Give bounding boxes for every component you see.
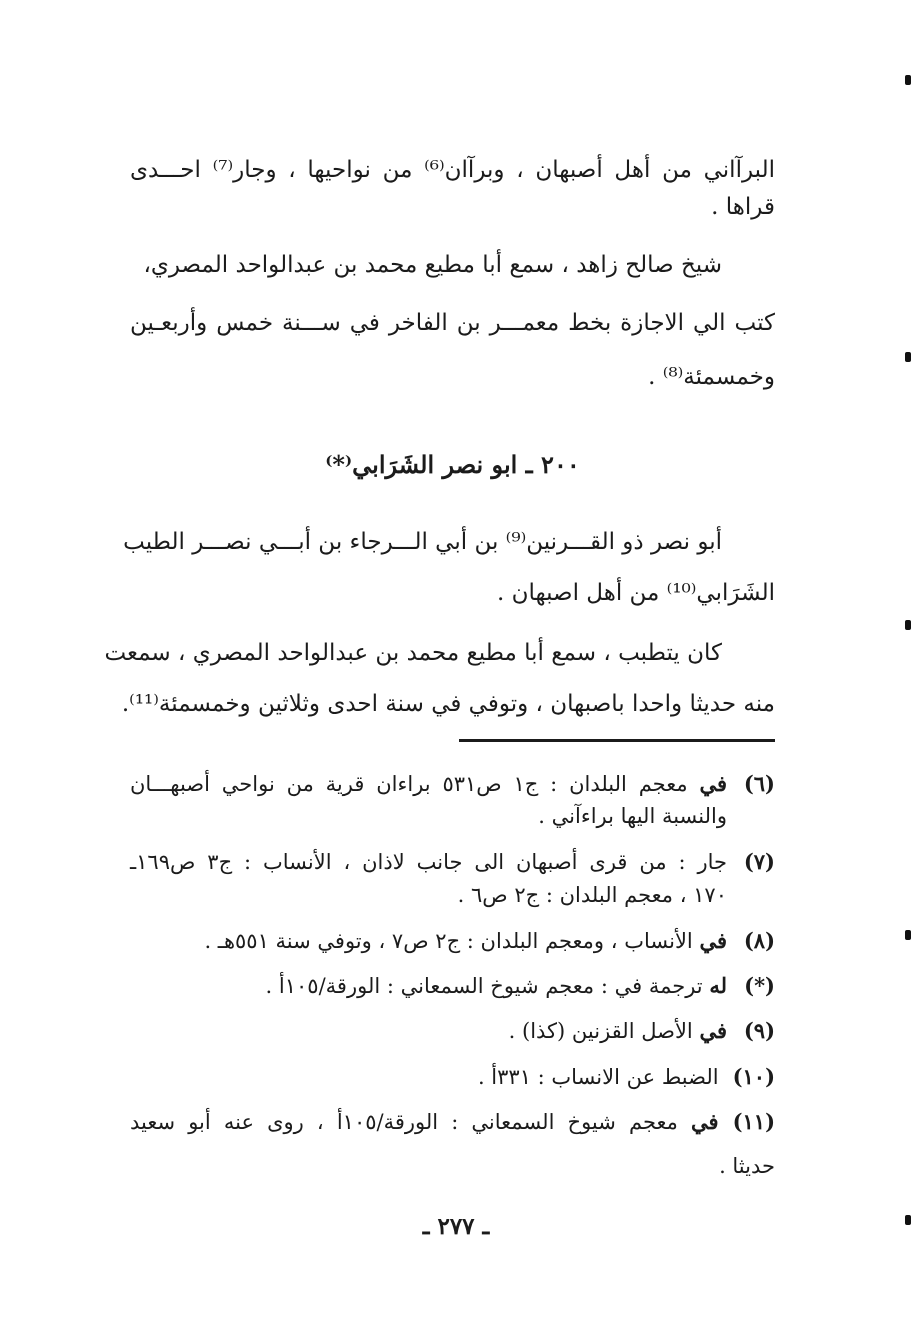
- footnote-number: (*): [744, 973, 775, 998]
- paragraph-1-line-1: البرآاني من أهل أصبهان ، وبرآان⁽⁶⁾ من نواحيها ، وجار⁽⁷⁾ احـــدى: [130, 157, 775, 183]
- footnote-8-line-1: [130, 927, 775, 955]
- paragraph-3-line-2: وخمسمئة⁽⁸⁾ .: [648, 364, 775, 390]
- footnote-text: الضبط عن الانساب : ٣٣١أ .: [477, 1065, 719, 1089]
- footnote-separator: [459, 739, 775, 742]
- paragraph-4-line-1: أبو نصر ذو القـــرنين⁽⁹⁾ بن أبي الـــرجاء بن أبـــي نصـــر الطيب: [123, 529, 722, 555]
- footnote-lead-word: في: [699, 1018, 727, 1043]
- footnote-7-line-1: [130, 848, 775, 876]
- scan-margin-mark: [905, 930, 911, 940]
- footnote-7-line-2: ١٧٠ ، معجم البلدان : ج٢ ص٦ .: [457, 883, 727, 907]
- footnote-9-line-1: [130, 1017, 775, 1045]
- footnote-number: (٧): [743, 849, 775, 874]
- scan-margin-mark: [905, 75, 911, 85]
- paragraph-2-line-1: شيخ صالح زاهد ، سمع أبا مطيع محمد بن عبدالواحد المصري،: [143, 252, 722, 278]
- paragraph-5-line-1: كان يتطبب ، سمع أبا مطيع محمد بن عبدالواحد المصري ، سمعت: [104, 640, 722, 666]
- footnote-text: معجم البلدان : ج١ ص٥٣١ براءان قرية من نواحي أصبهـــان: [130, 772, 688, 796]
- footnote-text: الأنساب ، ومعجم البلدان : ج٢ ص٧ ، وتوفي سنة ٥٥١هـ .: [204, 929, 693, 953]
- entry-heading: ٢٠٠ ـ ابو نصر الشَرَابي⁽*⁾: [325, 450, 580, 479]
- paragraph-4-line-2: الشَرَابي⁽¹⁰⁾ من أهل اصبهان .: [496, 580, 775, 606]
- footnote-text: جار : من قرى أصبهان الى جانب لاذان ، الأنساب : ج٣ ص١٦٩ـ: [130, 850, 727, 874]
- footnote-number: (٩): [743, 1018, 775, 1043]
- footnote-11-line-2: حديثا .: [719, 1154, 775, 1178]
- footnote-text: معجم شيوخ السمعاني : الورقة/١٠٥أ ، روى عنه أبو سعيد: [130, 1110, 678, 1134]
- footnote-star-line-1: [130, 972, 775, 1000]
- footnote-number: (١٠): [732, 1064, 775, 1089]
- footnote-lead-word: في: [691, 1109, 719, 1134]
- footnote-6-line-1: [130, 770, 775, 798]
- footnote-lead-word: في: [699, 771, 727, 796]
- scan-margin-mark: [905, 352, 911, 362]
- footnote-text: ترجمة في : معجم شيوخ السمعاني : الورقة/١٠٥أ .: [265, 974, 703, 998]
- footnote-number: (١١): [732, 1109, 775, 1134]
- paragraph-5-line-2: منه حديثا واحدا باصبهان ، وتوفي في سنة احدى وثلاثين وخمسمئة⁽¹¹⁾.: [121, 691, 775, 717]
- footnote-lead-word: في: [699, 928, 727, 953]
- scan-margin-mark: [905, 620, 911, 630]
- footnote-text: الأصل القزنين (كذا) .: [508, 1019, 693, 1043]
- footnote-number: (٨): [743, 928, 775, 953]
- footnote-number: (٦): [743, 771, 775, 796]
- footnote-11-line-1: [130, 1108, 775, 1136]
- footnote-10-line-1: [130, 1063, 775, 1091]
- paragraph-3-line-1: كتب الي الاجازة بخط معمـــر بن الفاخر في ســـنة خمس وأربعـين: [130, 310, 775, 336]
- footnote-lead-word: له: [709, 973, 727, 998]
- scan-margin-mark: [905, 1215, 911, 1225]
- paragraph-1-line-2: قراها .: [711, 194, 775, 220]
- page-number: ـ ٢٧٧ ـ: [422, 1213, 490, 1240]
- footnote-6-line-2: والنسبة اليها براءآني .: [538, 804, 727, 828]
